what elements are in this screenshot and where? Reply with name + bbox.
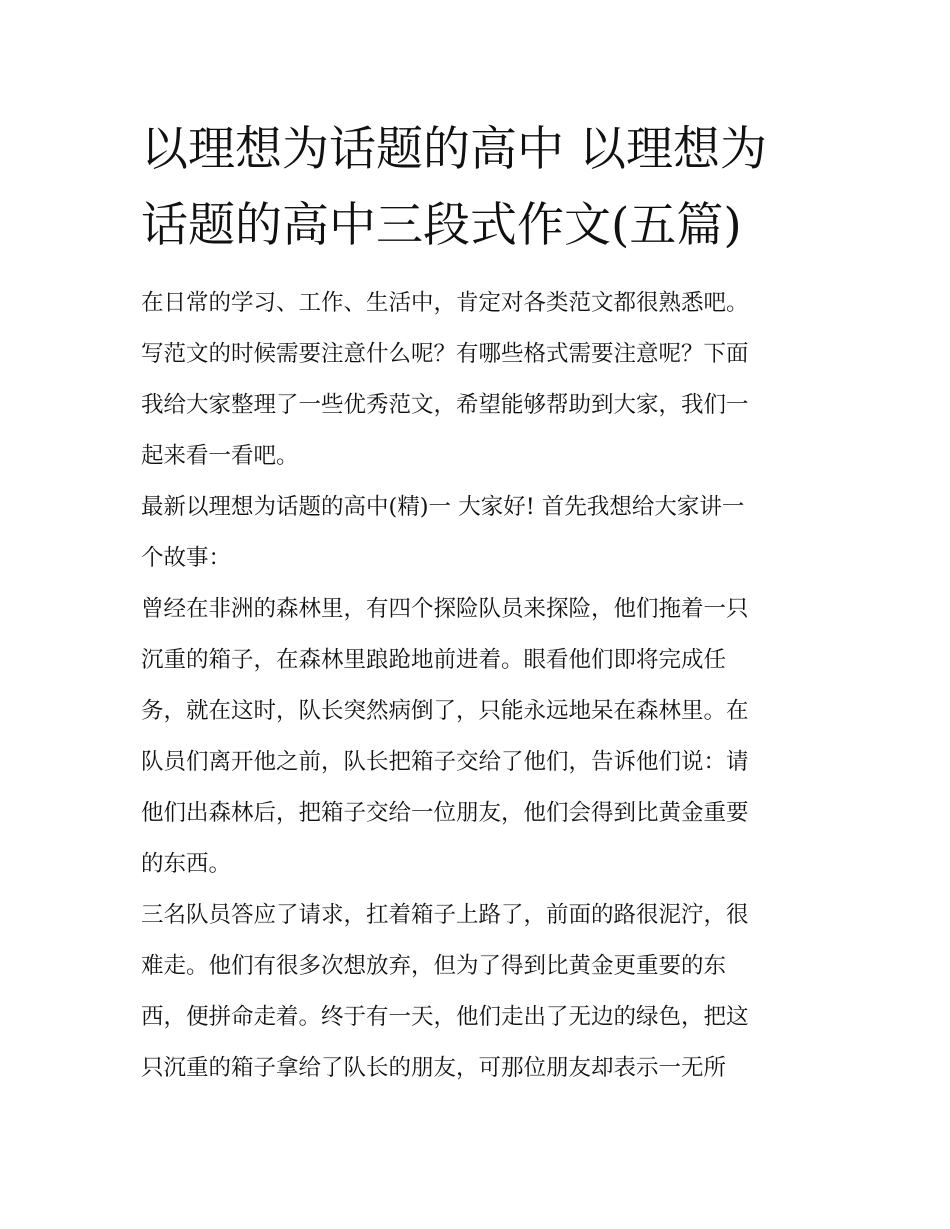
intro-paragraph: 在日常的学习、工作、生活中，肯定对各类范文都很熟悉吧。 写范文的时候需要注意什么呢？有哪些格式需要注意呢？下面 我给大家整理了一些优秀范文，希望能够帮助到大家，我们一 起来看一看吧。 [141,290,749,469]
document-title: 以理想为话题的高中 以理想为 话题的高中三段式作文(五篇) [141,122,767,253]
document-body [141,112,817,1094]
paragraph-list [141,278,817,1094]
story-paragraph: 曾经在非洲的森林里，有四个探险队员来探险，他们拖着一只 沉重的箱子，在森林里踉跄地前进着。眼看他们即将完成任 务，就在这时，队长突然病倒了，只能永远地呆在森林里。在 队员们离开他之前，队长把箱子交给了他们，告诉他们说：请 他们出森林后，把箱子交给一位朋友，他们会得到比黄金重要 的东西。 [141,596,749,877]
essay-opening-paragraph: 最新以理想为话题的高中(精)一 大家好! 首先我想给大家讲一 个故事： [141,494,745,571]
story-continuation-paragraph: 三名队员答应了请求，扛着箱子上路了，前面的路很泥泞，很 难走。他们有很多次想放弃，但为了得到比黄金更重要的东 西，便拼命走着。终于有一天，他们走出了无边的绿色，把这 只沉重的箱子拿给了队长的朋友，可那位朋友却表示一无所 [141,902,749,1081]
